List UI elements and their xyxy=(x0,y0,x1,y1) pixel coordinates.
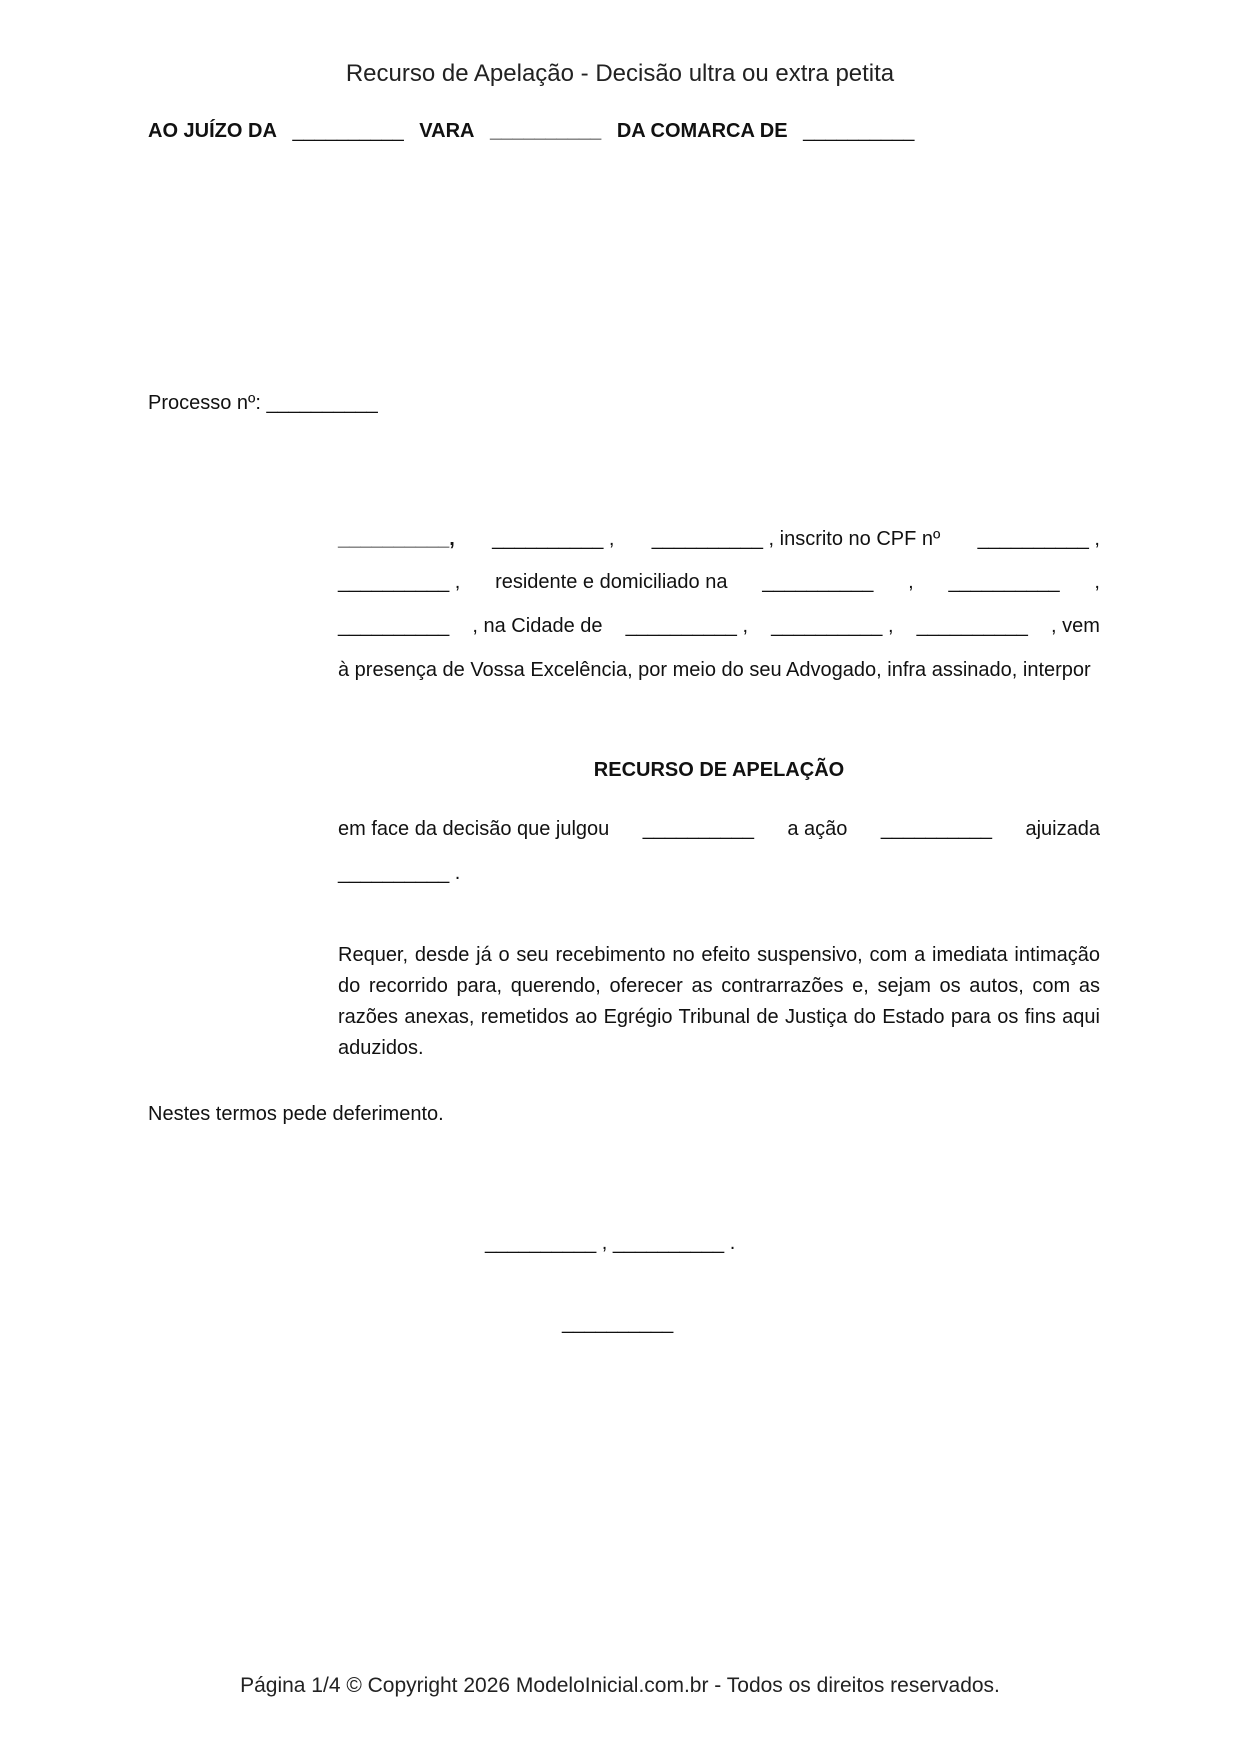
qualification-line-1 xyxy=(338,528,1100,551)
residence-label: residente e domiciliado na xyxy=(495,571,728,593)
state-blank: __________ , xyxy=(771,615,894,637)
addressee-court-label: AO JUÍZO DA xyxy=(148,120,277,142)
appeal-title: RECURSO DE APELAÇÃO xyxy=(593,759,845,781)
qualification-blank: __________ , xyxy=(338,571,461,593)
decision-line-1 xyxy=(338,818,1100,841)
zip-blank: __________ xyxy=(916,615,1028,637)
decision-label: em face da decisão que julgou xyxy=(338,818,610,840)
qualification-line-3 xyxy=(338,615,1100,638)
addressee-line xyxy=(148,120,924,143)
addressee-comarca-label: DA COMARCA DE xyxy=(616,120,788,142)
decision-line-2: __________ . xyxy=(338,862,461,884)
nationality-blank: __________ , xyxy=(492,528,615,550)
addressee-vara-label: VARA xyxy=(419,120,475,142)
city-blank: __________ , xyxy=(625,615,748,637)
qualification-line-2 xyxy=(338,571,1100,594)
presence-paragraph: à presença de Vossa Excelência, por meio do seu Advogado, infra assinado, interpor xyxy=(338,659,1091,681)
request-paragraph: Requer, desde já o seu recebimento no efeito suspensivo, com a imediata intimação do recorrido para, querendo, oferecer as contrarrazões e, sejam os autos, com as razões anexas, remetidos ao Egrégio Tribunal de Justiça do Estado para os fins aqui aduzidos. xyxy=(338,944,1100,1059)
judgment-blank: __________ xyxy=(642,818,754,840)
cpf-blank: __________ , xyxy=(977,528,1100,550)
addressee-court-blank: __________ xyxy=(292,120,404,142)
page-header-title: Recurso de Apelação - Decisão ultra ou extra petita xyxy=(345,60,895,87)
party-name-blank: __________, xyxy=(338,528,455,550)
signature-line: __________ xyxy=(562,1312,674,1334)
place-date-line: __________ , __________ . xyxy=(485,1232,736,1254)
city-label: , na Cidade de xyxy=(472,615,603,637)
district-blank: __________ xyxy=(338,615,450,637)
addressee-comarca-blank: __________ xyxy=(803,120,915,142)
number-blank: __________ xyxy=(948,571,1060,593)
process-number-blank: __________ xyxy=(266,392,378,414)
comma-separator: , xyxy=(908,571,914,593)
street-blank: __________ xyxy=(762,571,874,593)
cpf-label: __________ , inscrito no CPF nº xyxy=(651,528,941,550)
closing-text: Nestes termos pede deferimento. xyxy=(148,1103,444,1125)
filed-label: ajuizada xyxy=(1025,818,1100,840)
process-number-line xyxy=(148,392,378,415)
addressee-vara-blank: __________ xyxy=(490,120,602,142)
vem-text: , vem xyxy=(1051,615,1100,637)
action-label: a ação xyxy=(787,818,848,840)
page-footer: Página 1/4 © Copyright 2026 ModeloInicial.com.br - Todos os direitos reservados. xyxy=(240,1674,1000,1697)
comma-separator: , xyxy=(1094,571,1100,593)
process-number-label: Processo nº: xyxy=(148,392,261,414)
action-blank: __________ xyxy=(880,818,993,840)
